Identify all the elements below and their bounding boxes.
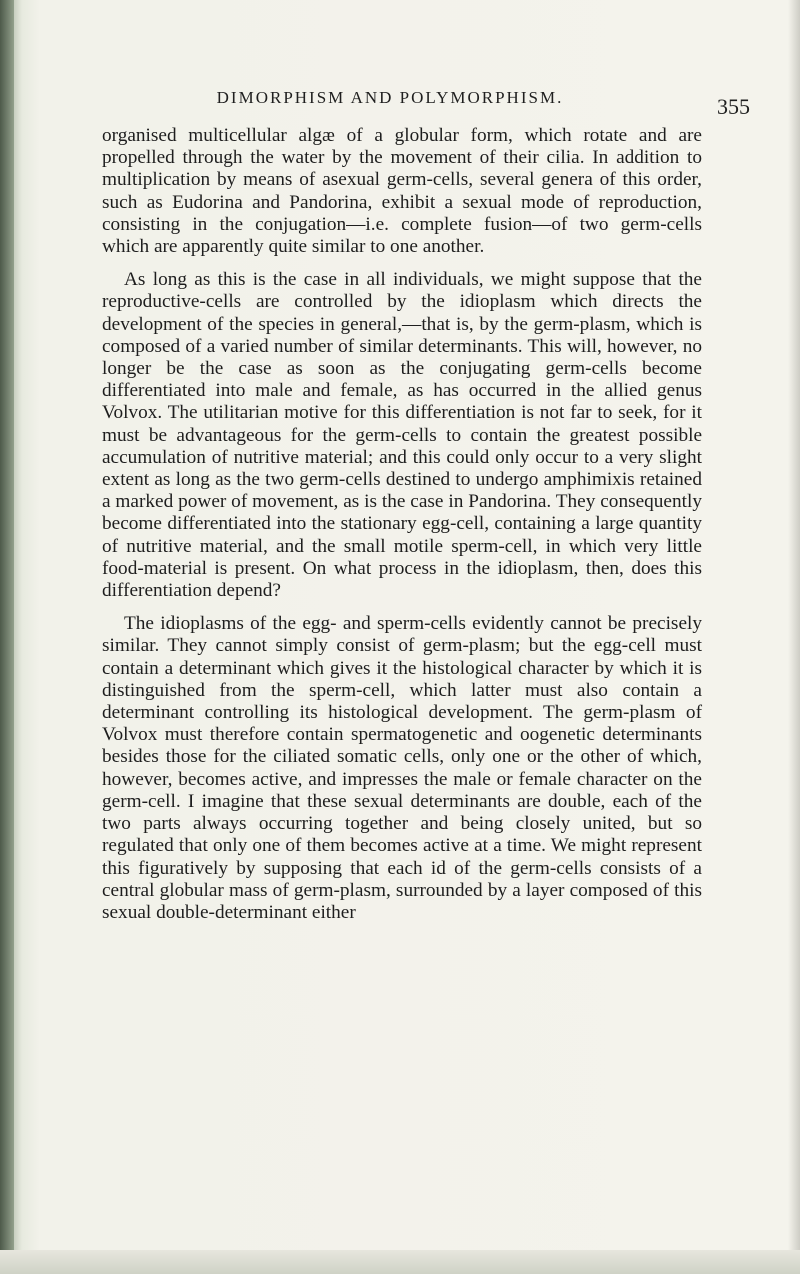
paragraph-2: As long as this is the case in all individuals, we might suppose that the reproductive-cells are controlled by the idioplasm which directs the development of the species in general,—that is, by the germ-plasm, which is composed of a varied number of similar determinants. This will, however, no longer be the case as soon as the conjugating germ-cells become differentiated into male and female, as has occurred in the allied genus Volvox. The utilitarian motive for this differentiation is not far to seek, for it must be advantageous for the germ-cells to contain the greatest possible accumulation of nutritive material; and this could only occur to a very slight extent as long as the two germ-cells destined to undergo amphimixis retained a marked power of movement, as is the case in Pandorina. They consequently become differentiated into the stationary egg-cell, containing a large quantity of nutritive material, and the small motile sperm-cell, in which very little food-material is present. On what process in the idioplasm, then, does this differentiation depend?: [102, 269, 702, 602]
binding-gutter: [0, 0, 14, 1274]
page-number: 355: [717, 94, 750, 119]
paragraph-3: The idioplasms of the egg- and sperm-cells evidently cannot be precisely similar. They cannot simply consist of germ-plasm; but the egg-cell must contain a determinant which gives it the histological character by which it is distinguished from the sperm-cell, which latter must also contain a determinant controlling its histological development. The germ-plasm of Volvox must therefore contain spermatogenetic and oogenetic determinants besides those for the ciliated somatic cells, only one or the other of which, however, becomes active, and impresses the male or female character on the germ-cell. I imagine that these sexual determinants are double, each of the two parts always occurring together and being closely united, but so regulated that only one of them becomes active at a time. We might represent this figuratively by supposing that each id of the germ-cells consists of a central globular mass of germ-plasm, surrounded by a layer composed of this sexual double-determinant either: [102, 613, 702, 923]
bottom-page-edge: [0, 1250, 800, 1274]
running-title: DIMORPHISM AND POLYMORPHISM.: [216, 88, 564, 107]
page-header: [110, 70, 770, 119]
page-edge-shadow: [788, 0, 800, 1274]
paragraph-1: organised multicellular algæ of a globular form, which rotate and are propelled through the water by the movement of their cilia. In addition to multiplication by means of asexual germ-cells, several genera of this order, such as Eudorina and Pandorina, exhibit a sexual mode of reproduction, consisting in the conjugation—i.e. complete fusion—of two germ-cells which are apparently quite similar to one another.: [102, 125, 702, 258]
body-text: [102, 125, 702, 924]
